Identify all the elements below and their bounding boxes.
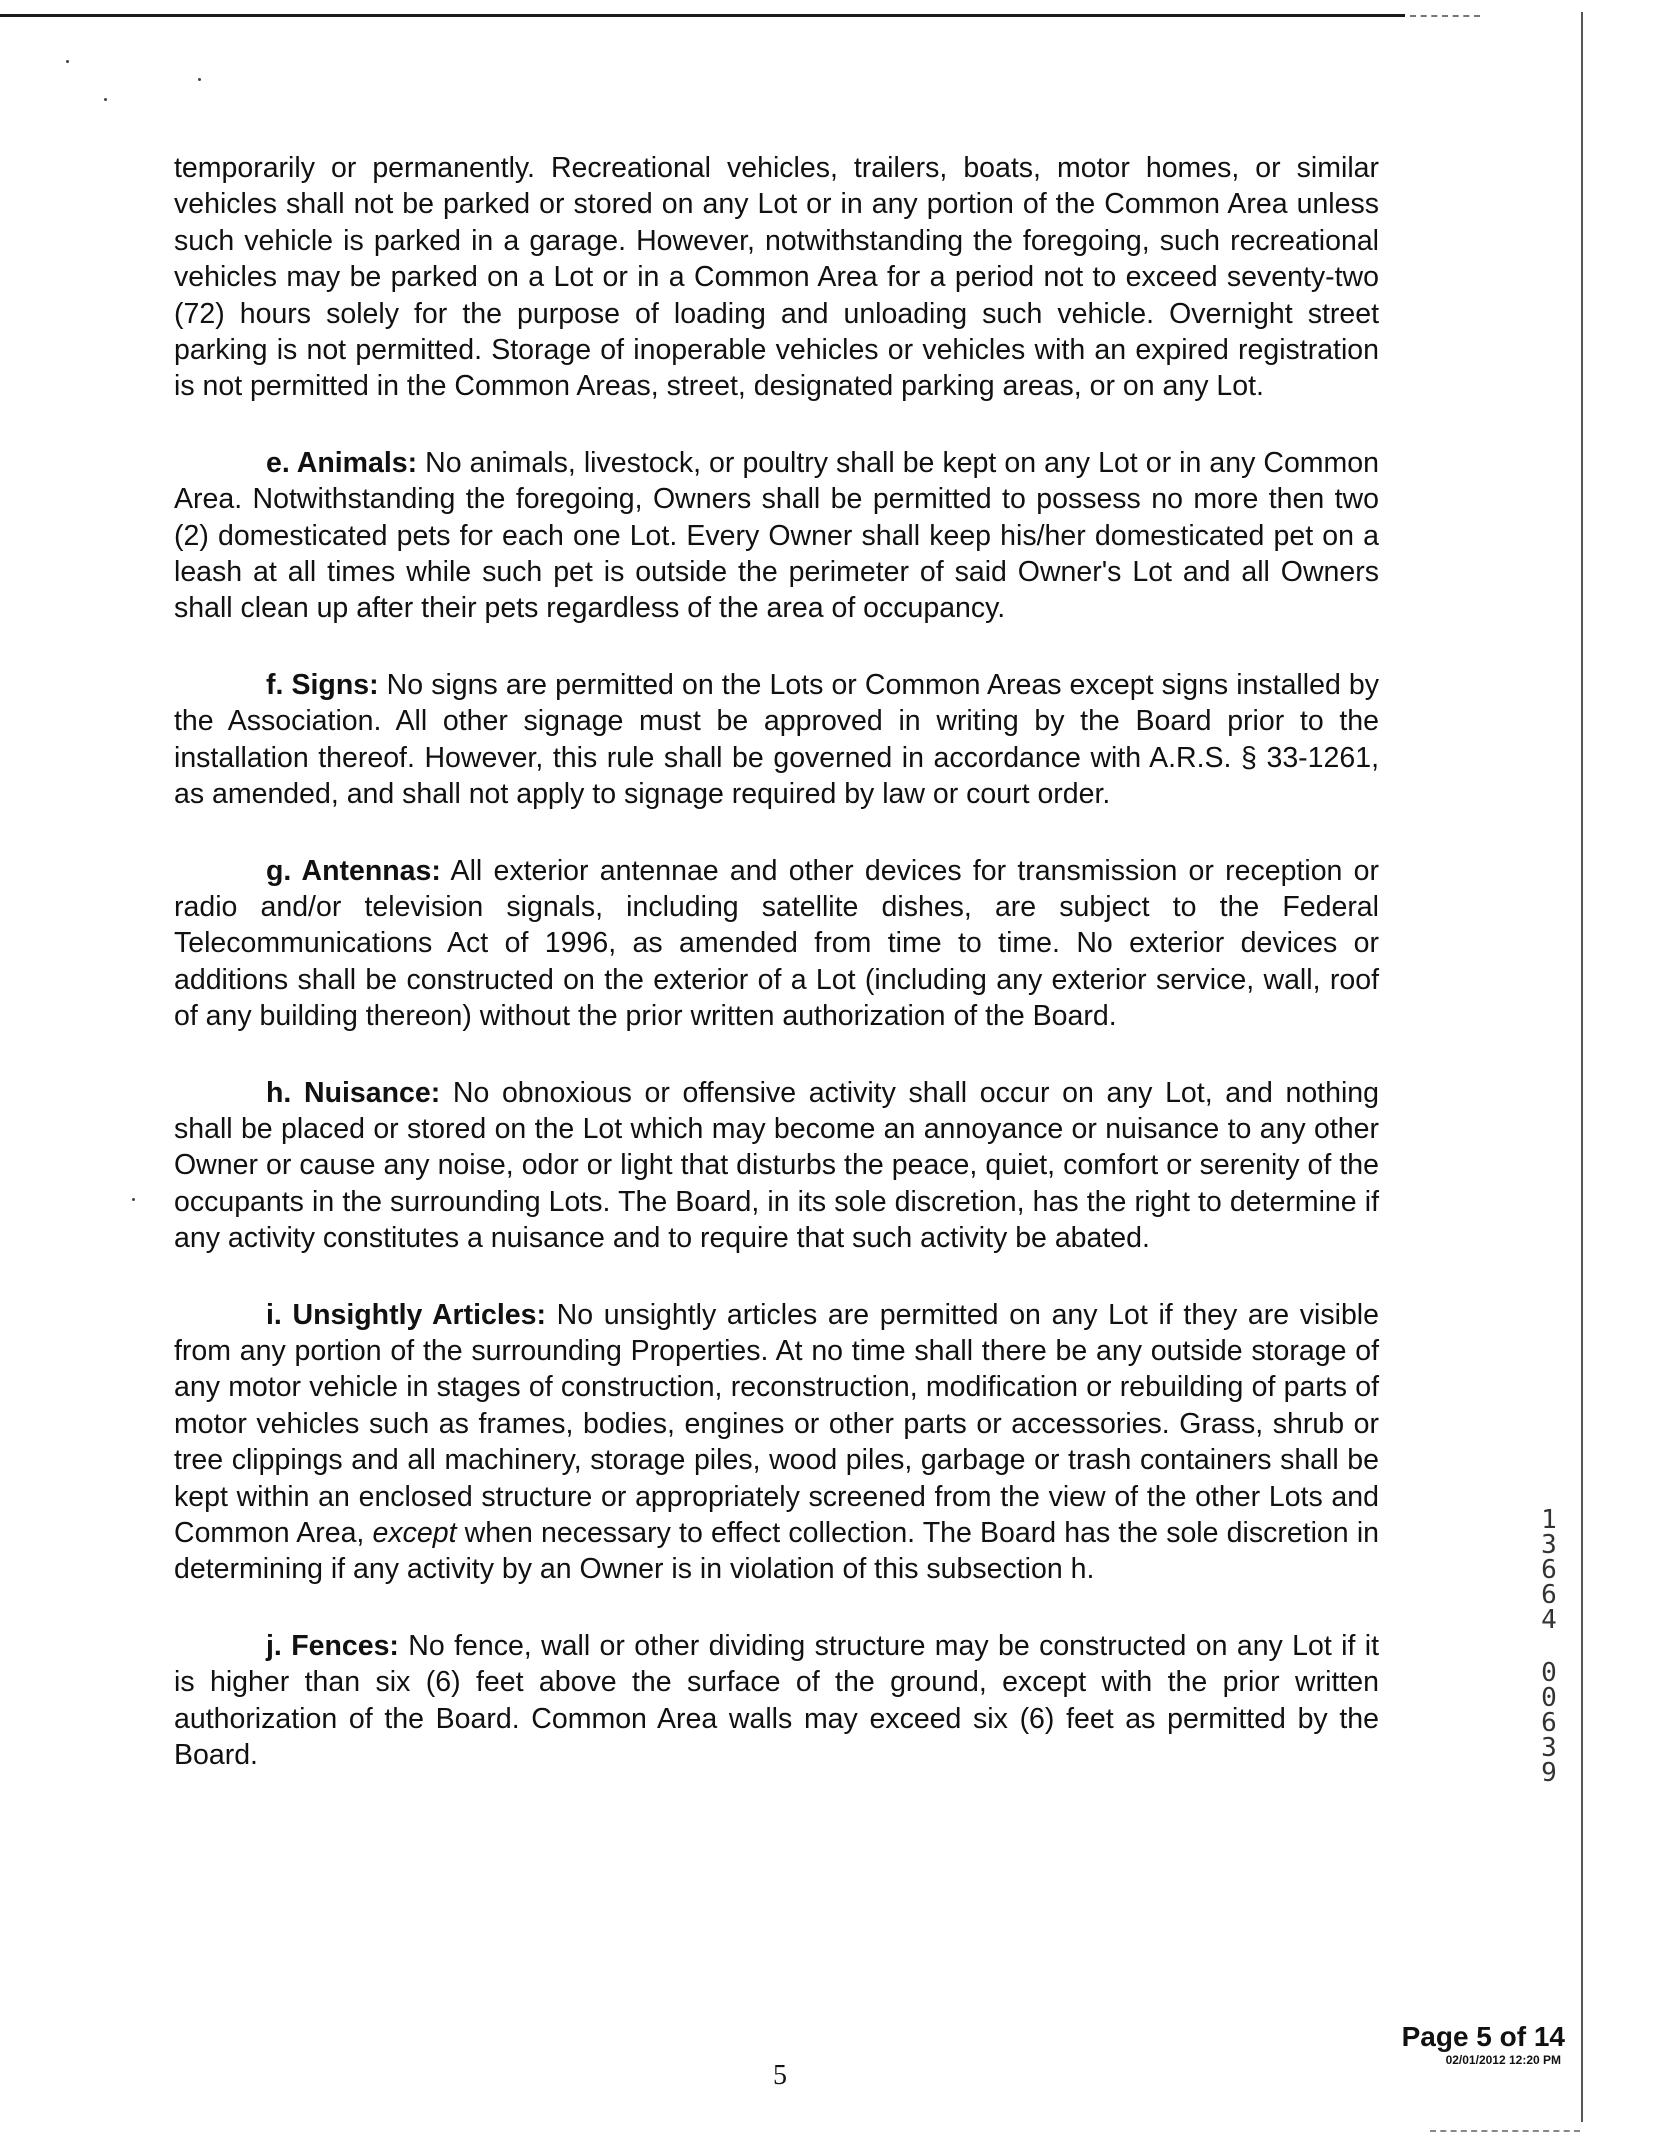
emphasis-text: except bbox=[372, 1517, 457, 1549]
section-fences bbox=[174, 1628, 1379, 1774]
section-animals bbox=[174, 445, 1379, 627]
recording-digit: 0 bbox=[1541, 1658, 1557, 1688]
section-nuisance bbox=[174, 1075, 1379, 1257]
paragraph-text: temporarily or permanently. Recreational vehicles, trailers, boats, motor homes, or similar vehicles shall not be parked or stored on any Lot or in any portion of the Common Area unless such vehicle is parked in a garage. However, notwithstanding the foregoing, such recreational vehicles may be parked on a Lot or in a Common Area for a period not to exceed seventy-two (72) hours solely for the purpose of loading and unloading such vehicle. Overnight street parking is not permitted. Storage of inoperable vehicles or vehicles with an expired registration is not permitted in the Common Areas, street, designated parking areas, or on any Lot. bbox=[174, 152, 1379, 403]
document-body bbox=[174, 150, 1379, 1813]
recording-digit: 9 bbox=[1541, 1758, 1557, 1788]
scan-speck bbox=[198, 78, 201, 81]
recording-digit: 6 bbox=[1541, 1580, 1557, 1610]
section-text-end: when necessary to effect collection. The Board has the sole discretion in determining if any activity by an Owner is in violation of this subsection h. bbox=[174, 1517, 1379, 1586]
section-text: No animals, livestock, or poultry shall be kept on any Lot or in any Common Area. Notwithstanding the foregoing, Owners shall be permitted to possess no more then two (2) domesticated pets for each one Lot. Every Owner shall keep his/her domesticated pet on a leash at all times while such pet is outside the perimeter of said Owner's Lot and all Owners shall clean up after their pets regardless of the area of occupancy. bbox=[174, 446, 1379, 625]
recording-number bbox=[1536, 1505, 1562, 1788]
section-unsightly-articles bbox=[174, 1297, 1379, 1588]
section-text: No fence, wall or other dividing structure may be constructed on any Lot if it is higher than six (6) feet above the surface of the ground, except with the prior written authorization of the Board. Common Area walls may exceed six (6) feet as permitted by the Board. bbox=[174, 1629, 1379, 1772]
bottom-dash bbox=[1430, 2130, 1580, 2132]
section-text: No signs are permitted on the Lots or Common Areas except signs installed by the Association. All other signage must be approved in writing by the Board prior to the installation thereof. However, this rule shall be governed in accordance with A.R.S. § 33-1261, as amended, and shall not apply to signage required by law or court order. bbox=[174, 668, 1379, 811]
page-number: 5 bbox=[773, 2060, 787, 2091]
scan-speck bbox=[132, 1198, 135, 1201]
section-heading: f. Signs: bbox=[266, 668, 379, 701]
section-heading: i. Unsightly Articles: bbox=[266, 1298, 546, 1331]
section-heading: h. Nuisance: bbox=[266, 1076, 441, 1109]
recording-digit: 3 bbox=[1541, 1733, 1557, 1763]
paragraph-vehicles-continued bbox=[174, 150, 1379, 405]
recording-digit: 1 bbox=[1541, 1505, 1557, 1535]
scan-speck bbox=[104, 98, 107, 101]
section-heading: j. Fences: bbox=[266, 1629, 399, 1662]
page-count-label: Page 5 of 14 bbox=[1401, 2021, 1565, 2052]
recording-digit: 3 bbox=[1541, 1530, 1557, 1560]
scan-speck bbox=[66, 60, 69, 63]
page-right-edge bbox=[1581, 12, 1583, 2122]
section-heading: g. Antennas: bbox=[266, 854, 441, 887]
recording-digit: 6 bbox=[1541, 1708, 1557, 1738]
section-signs bbox=[174, 667, 1379, 813]
section-text: No unsightly articles are permitted on any Lot if they are visible from any portion of the surrounding Properties. At no time shall there be any outside storage of any motor vehicle in stages of construction, reconstruction, modification or rebuilding of parts of motor vehicles such as frames, bodies, engines or other parts or accessories. Grass, shrub or tree clippings and all machinery, storage piles, wood piles, garbage or trash containers shall be kept within an enclosed structure or appropriately screened from the view of the other Lots and Common Area, bbox=[174, 1298, 1379, 1549]
recording-digit: 6 bbox=[1541, 1555, 1557, 1585]
section-text: No obnoxious or offensive activity shall occur on any Lot, and nothing shall be placed or stored on the Lot which may become an annoyance or nuisance to any other Owner or cause any noise, odor or light that disturbs the peace, quiet, comfort or serenity of the occupants in the surrounding Lots. The Board, in its sole discretion, has the right to determine if any activity constitutes a nuisance and to require that such activity be abated. bbox=[174, 1076, 1379, 1255]
recording-digit: 4 bbox=[1541, 1605, 1557, 1635]
print-timestamp: 02/01/2012 12:20 PM bbox=[1445, 2053, 1561, 2067]
section-text: All exterior antennae and other devices for transmission or reception or radio and/or television signals, including satellite dishes, are subject to the Federal Telecommunications Act of 1996, as amended from time to time. No exterior devices or additions shall be constructed on the exterior of a Lot (including any exterior service, wall, roof of any building thereon) without the prior written authorization of the Board. bbox=[174, 854, 1379, 1033]
recording-digit: 0 bbox=[1541, 1683, 1557, 1713]
section-antennas bbox=[174, 853, 1379, 1035]
top-rule-dash bbox=[1410, 15, 1480, 17]
section-heading: e. Animals: bbox=[266, 446, 418, 479]
recording-gap bbox=[1536, 1633, 1562, 1661]
top-rule bbox=[0, 14, 1405, 17]
